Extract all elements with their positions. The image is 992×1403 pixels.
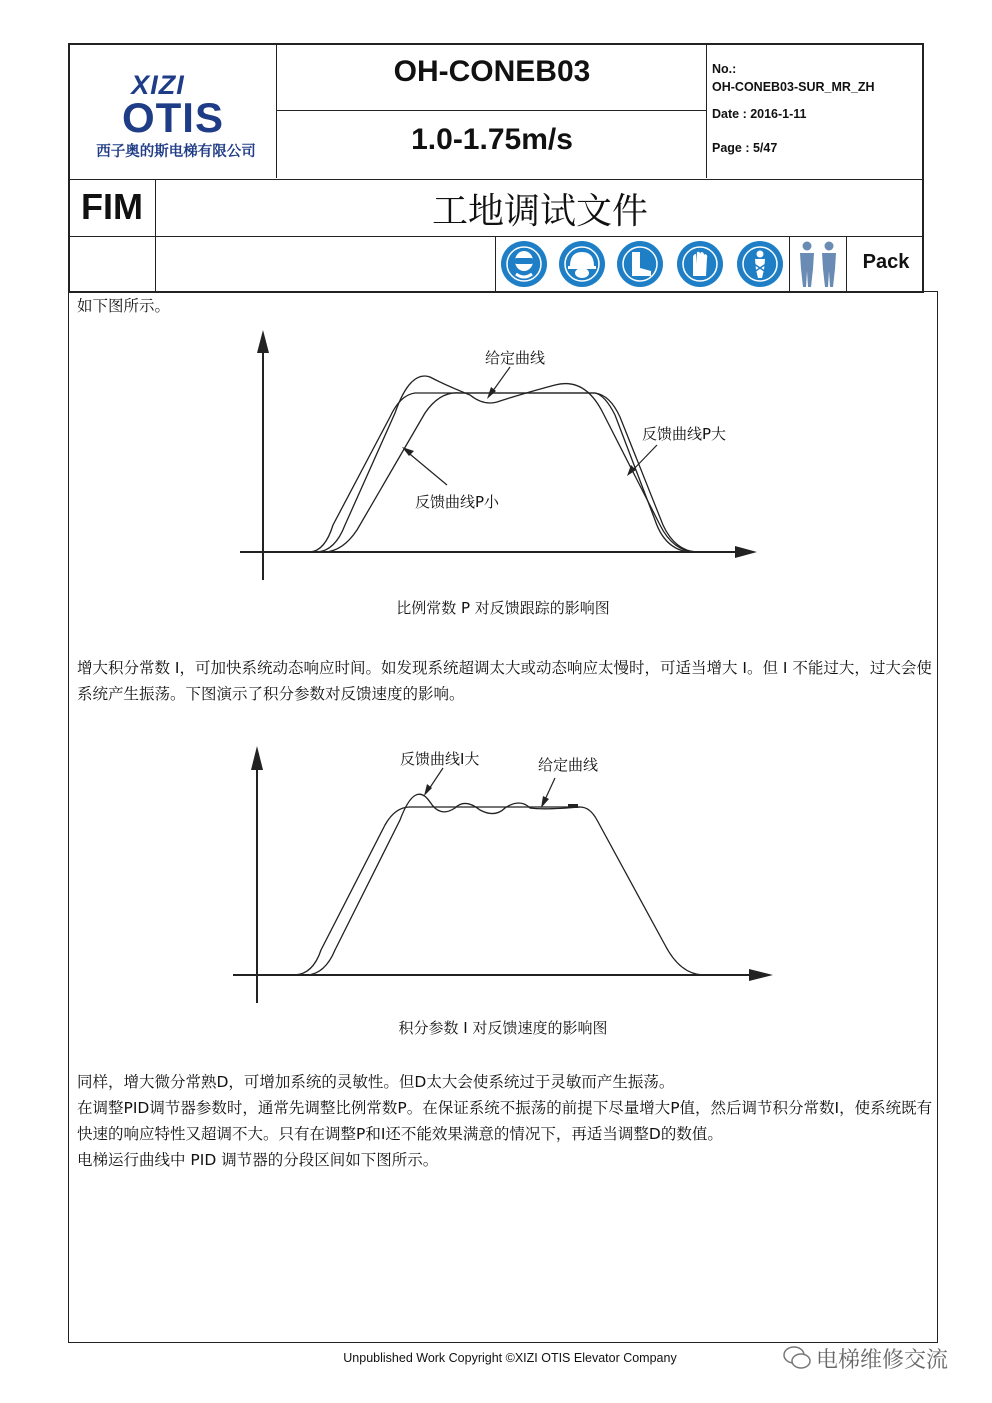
page-number: Page : 5/47 (712, 141, 778, 155)
label-p-small: 反馈曲线P小 (415, 493, 500, 511)
doc-date: Date : 2016-1-11 (712, 107, 807, 121)
paragraph-tuning: 在调整PID调节器参数时，通常先调整比例常数P。在保证系统不振荡的前提下尽量增大P值，然后调节积分常数I，使系统既有快速的响应特性又超调不大。只有在调整P和I还不能效果满意的情况下，再适当调整D的数值。 (77, 1099, 933, 1143)
feedback-curve-p-small (325, 393, 697, 552)
gloves-icon (677, 241, 723, 287)
paragraph-derivative: 同样，增大微分常熟D，可增加系统的灵敏性。但D太大会使系统过于灵敏而产生振荡。 (77, 1073, 675, 1091)
watermark-text: 电梯维修交流 (816, 1348, 949, 1373)
pack-label: Pack (862, 251, 910, 273)
figure-i-effect (225, 740, 785, 1010)
set-curve (295, 807, 703, 975)
y-axis-arrow (251, 746, 263, 770)
x-axis-arrow (735, 546, 757, 558)
caption-fig2: 积分参数 I 对反馈速度的影响图 (398, 1019, 608, 1037)
paragraph-integral: 增大积分常数 I，可加快系统动态响应时间。如发现系统超调太大或动态响应太慢时，可适当增大 I。但 I 不能过大，过大会使系统产生振荡。下图演示了积分参数对反馈速度的影响。 (77, 659, 932, 703)
header-divider (789, 237, 790, 291)
figure-p-effect (225, 325, 785, 585)
doc-number: OH-CONEB03-SUR_MR_ZH (712, 80, 875, 94)
two-persons-icon (794, 239, 842, 289)
speed-range: 1.0-1.75m/s (411, 123, 573, 156)
doc-number-label: No.: (712, 62, 737, 76)
doc-title: 工地调试文件 (431, 191, 648, 232)
logo-otis: OTIS (121, 94, 224, 141)
hard-hat-icon (559, 241, 605, 287)
safety-goggles-icon (501, 241, 547, 287)
label-p-big: 反馈曲线P大 (642, 425, 727, 443)
label-set-curve-2: 给定曲线 (538, 756, 599, 774)
y-axis-arrow (257, 330, 269, 353)
wechat-icon (782, 1344, 812, 1376)
feedback-curve-i-big (307, 794, 580, 975)
copyright-footer: Unpublished Work Copyright ©XIZI OTIS Elevator Company (343, 1351, 677, 1365)
header-divider (155, 180, 156, 291)
doc-code: OH-CONEB03 (393, 55, 591, 88)
label-set-curve: 给定曲线 (485, 349, 546, 367)
x-axis-arrow (749, 969, 773, 981)
harness-icon (737, 241, 783, 287)
header-divider (70, 179, 922, 180)
header-divider (846, 237, 847, 291)
fim-label: FIM (81, 186, 143, 227)
intro-text: 如下图所示。 (77, 297, 171, 315)
header-divider (495, 237, 496, 291)
logo-xizi: XIZI (131, 70, 185, 100)
paragraph-segments: 电梯运行曲线中 PID 调节器的分段区间如下图所示。 (77, 1151, 439, 1169)
caption-fig1: 比例常数 P 对反馈跟踪的影响图 (396, 599, 610, 617)
header-divider (277, 110, 707, 111)
label-i-big: 反馈曲线I大 (400, 750, 480, 768)
safety-boots-icon (617, 241, 663, 287)
header-divider (70, 236, 922, 237)
company-name: 西子奥的斯电梯有限公司 (96, 144, 256, 160)
